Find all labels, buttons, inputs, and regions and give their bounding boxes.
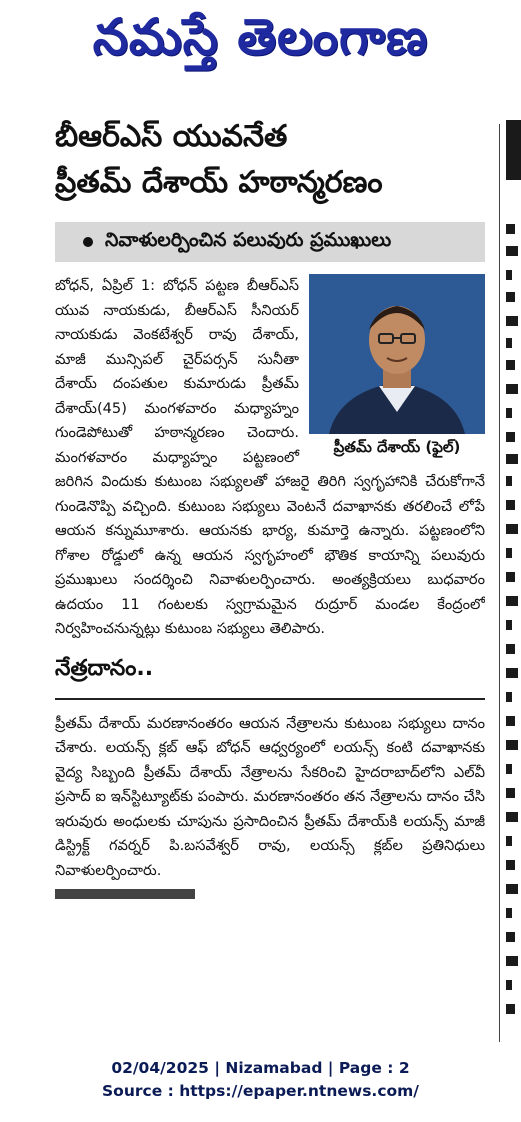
neighbor-text-fragment xyxy=(506,384,518,394)
neighbor-text-fragment xyxy=(506,668,518,678)
subhead-text: నివాళులర్పించిన పలువురు ప్రముఖులు xyxy=(105,228,392,251)
neighbor-text-fragment xyxy=(506,500,515,510)
newspaper-logo: నమస్తే తెలంగాణ xyxy=(92,7,429,66)
neighbor-text-fragment xyxy=(506,932,515,942)
section-body xyxy=(55,698,485,884)
article-headline xyxy=(55,114,485,206)
neighbor-text-fragment xyxy=(506,524,518,534)
portrait-image xyxy=(309,274,485,434)
neighbor-text-fragment xyxy=(506,620,512,630)
edition-line: 02/04/2025 | Nizamabad | Page : 2 xyxy=(111,1059,410,1077)
neighbor-text-fragment xyxy=(506,788,515,798)
neighbor-text-fragment xyxy=(506,764,512,774)
neighbor-text-fragment xyxy=(506,716,515,726)
headline-line-1: బీఆర్ఎస్ యువనేత xyxy=(55,119,288,154)
neighbor-text-fragment xyxy=(506,246,518,256)
neighbor-text-fragment xyxy=(506,432,515,442)
neighbor-text-fragment xyxy=(506,224,515,234)
page-footer xyxy=(0,1057,521,1103)
lead-section xyxy=(55,274,485,642)
neighbor-text-fragment xyxy=(506,596,518,606)
neighbor-text-fragment xyxy=(506,644,515,654)
lead-paragraph: బోధన్, ఏప్రిల్ 1: బోధన్ పట్టణ బీఆర్ఎస్ యువ నాయకుడు, బీఆర్ఎస్ సీనియర్ నాయకుడు వెంకటేశ్వర్ రావు దేశాయ్, మాజీ మున్సిపల్ చైర్‌పర్సన్ సునీతా దేశాయ్ దంపతుల కుమారుడు ప్రీతమ్ దేశాయ్(45) మంగళవారం మధ్యాహ్నం గుండెపోటుతో హఠాన్మరణం చెందారు. మంగళవారం మధ్యాహ్నం పట్టణంలో జరిగిన విందుకు కుటుంబ సభ్యులతో హాజరై తిరిగి స్వగృహానికి చేరుకోగానే గుండెనొప్పి వచ్చింది. కుటుంబ సభ్యులు వెంటనే దవాఖానకు తరలించే లోపే ఆయన కన్నుమూశారు. ఆయనకు భార్య, కుమార్తె ఉన్నారు. పట్టణంలోని గోశాల రోడ్డులో ఉన్న ఆయన స్వగృహంలో భౌతిక కాయాన్ని పలువురు ప్రముఖులు సందర్శించి నివాళులర్పించారు. అంత్యక్రియలు బుధవారం ఉదయం 11 గంటలకు స్వగ్రామమైన రుద్రూర్ మండల కేంద్రంలో నిర్వహించనున్నట్లు కుటుంబ సభ్యులు తెలిపారు. xyxy=(55,277,485,637)
column-divider xyxy=(499,124,500,1042)
neighbor-text-fragment xyxy=(506,476,512,486)
headline-line-2: ప్రీతమ్ దేశాయ్ హఠాన్మరణం xyxy=(55,165,383,200)
bullet-dot-icon xyxy=(83,237,93,247)
neighbor-text-fragment xyxy=(506,338,512,348)
neighbor-text-fragment xyxy=(506,120,521,180)
neighbor-text-fragment xyxy=(506,292,515,302)
neighbor-text-fragment xyxy=(506,836,512,846)
cut-off-text-line xyxy=(55,889,195,899)
photo-caption: ప్రీతమ్ దేశాయ్ (ఫైల్) xyxy=(309,434,485,464)
news-article xyxy=(55,114,485,1044)
neighbor-text-fragment xyxy=(506,548,512,558)
neighbor-text-fragment xyxy=(506,1004,515,1014)
section-heading: నేత్రదానం.. xyxy=(55,655,154,681)
neighbor-text-fragment xyxy=(506,956,518,966)
section-paragraph: ప్రీతమ్ దేశాయ్ మరణానంతరం ఆయన నేత్రాలను కుటుంబ సభ్యులు దానం చేశారు. లయన్స్ క్లబ్ ఆఫ్ బోధన్ ఆధ్వర్యంలో లయన్స్ కంటి దవాఖానకు వైద్య సిబ్బంది ప్రీతమ్ దేశాయ్ నేత్రాలను సేకరించి హైదరాబాద్‌లోని ఎల్‌వీ ప్రసాద్ ఐ ఇన్‌స్టిట్యూట్‌కు పంపారు. మరణానంతరం తన నేత్రాలను దానం చేసి ఇరువురు అంధులకు చూపును ప్రసాదించిన ప్రీతమ్ దేశాయ్‌కి లయన్స్ మాజీ డిస్ట్రిక్ట్ గవర్నర్ పి.బసవేశ్వర్ రావు, లయన్స్ క్లబ్‌ల ప్రతినిధులు నివాళులర్పించారు. xyxy=(55,714,485,879)
masthead xyxy=(0,0,521,86)
neighbor-text-fragment xyxy=(506,270,512,280)
neighbor-text-fragment xyxy=(506,572,515,582)
portrait-photo xyxy=(309,274,485,464)
neighbor-text-fragment xyxy=(506,316,518,326)
neighbor-text-fragment xyxy=(506,408,512,418)
neighbor-text-fragment xyxy=(506,360,515,370)
neighbor-text-fragment xyxy=(506,454,518,464)
neighbor-text-fragment xyxy=(506,860,515,870)
neighbor-text-fragment xyxy=(506,908,512,918)
neighbor-text-fragment xyxy=(506,740,518,750)
adjacent-article-fragment xyxy=(506,120,521,1042)
article-subhead xyxy=(55,222,485,262)
neighbor-text-fragment xyxy=(506,884,518,894)
neighbor-text-fragment xyxy=(506,812,518,822)
neighbor-text-fragment xyxy=(506,692,512,702)
source-line: Source : https://epaper.ntnews.com/ xyxy=(102,1082,419,1100)
neighbor-text-fragment xyxy=(506,980,512,990)
